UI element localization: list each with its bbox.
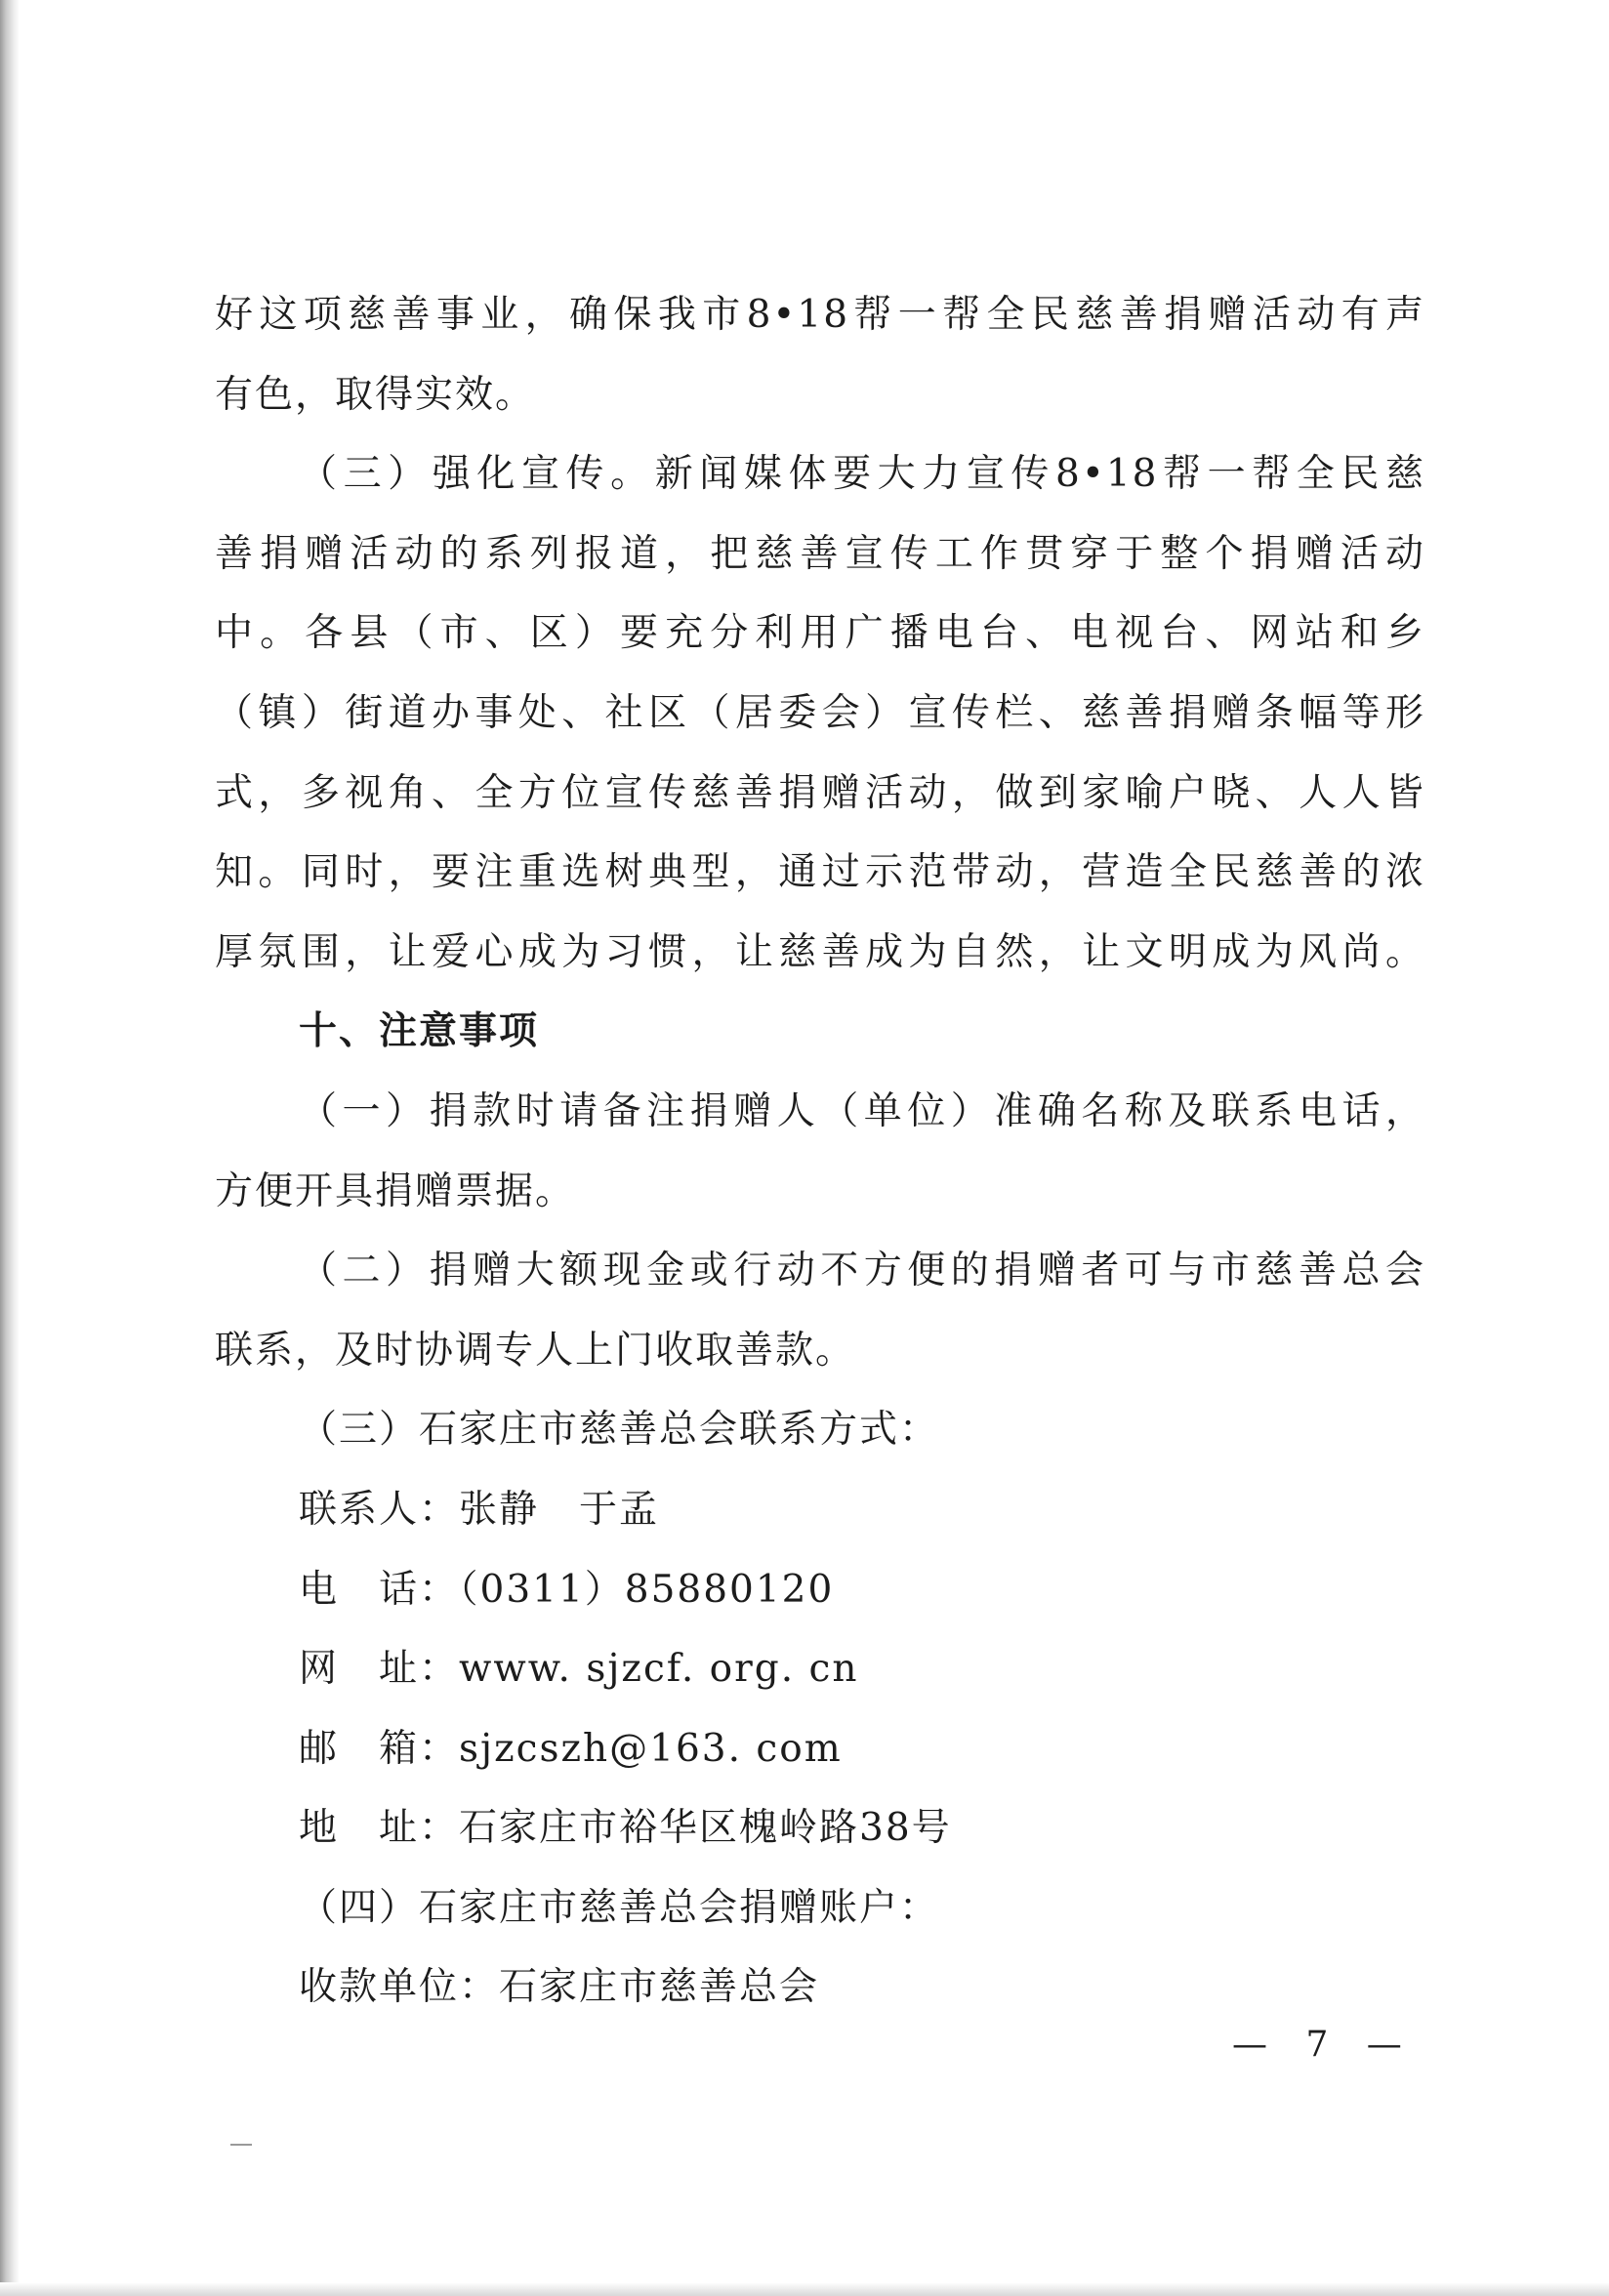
paragraph-line: 好这项慈善事业，确保我市8•18帮一帮全民慈善捐赠活动有声 bbox=[215, 293, 1425, 337]
contact-address: 地 址：石家庄市裕华区槐岭路38号 bbox=[299, 1806, 952, 1851]
paragraph-line: （一）捐款时请备注捐赠人（单位）准确名称及联系电话， bbox=[299, 1088, 1425, 1133]
contact-phone: 电 话：（0311）85880120 bbox=[299, 1567, 835, 1612]
scan-speck bbox=[230, 2144, 252, 2150]
paragraph-line: 有色，取得实效。 bbox=[215, 372, 536, 417]
document-body bbox=[215, 275, 1425, 2028]
paragraph-line: （镇）街道办事处、社区（居委会）宣传栏、慈善捐赠条幅等形 bbox=[215, 690, 1425, 735]
paragraph-line: 式，多视角、全方位宣传慈善捐赠活动，做到家喻户晓、人人皆 bbox=[215, 770, 1425, 815]
paragraph-line: 方便开具捐赠票据。 bbox=[215, 1168, 576, 1213]
paragraph-line: 知。同时，要注重选树典型，通过示范带动，营造全民慈善的浓 bbox=[215, 850, 1425, 895]
contact-person: 联系人：张静 于孟 bbox=[299, 1487, 660, 1532]
payee-unit: 收款单位：石家庄市慈善总会 bbox=[299, 1965, 820, 2010]
paragraph-line: 善捐赠活动的系列报道，把慈善宣传工作贯穿于整个捐赠活动 bbox=[215, 531, 1425, 576]
contact-website: 网 址：www. sjzcf. org. cn bbox=[299, 1647, 859, 1692]
paragraph-line: （二）捐赠大额现金或行动不方便的捐赠者可与市慈善总会 bbox=[299, 1249, 1425, 1293]
scan-edge-shadow bbox=[0, 0, 20, 2296]
paragraph-line: 联系，及时协调专人上门收取善款。 bbox=[215, 1328, 856, 1373]
paragraph-line: （三）石家庄市慈善总会联系方式： bbox=[299, 1408, 940, 1453]
paragraph-line: （三）强化宣传。新闻媒体要大力宣传8•18帮一帮全民慈 bbox=[299, 452, 1425, 497]
paragraph-line: 厚氛围，让爱心成为习惯，让慈善成为自然，让文明成为风尚。 bbox=[215, 929, 1425, 974]
paragraph-line: 中。各县（市、区）要充分利用广播电台、电视台、网站和乡 bbox=[215, 611, 1425, 656]
scan-bottom-shadow bbox=[0, 2282, 1609, 2296]
section-heading: 十、注意事项 bbox=[299, 1009, 540, 1054]
page-number: — 7 — bbox=[1232, 2025, 1416, 2065]
contact-email: 邮 箱：sjzcszh@163. com bbox=[299, 1726, 843, 1771]
paragraph-line: （四）石家庄市慈善总会捐赠账户： bbox=[299, 1885, 940, 1930]
